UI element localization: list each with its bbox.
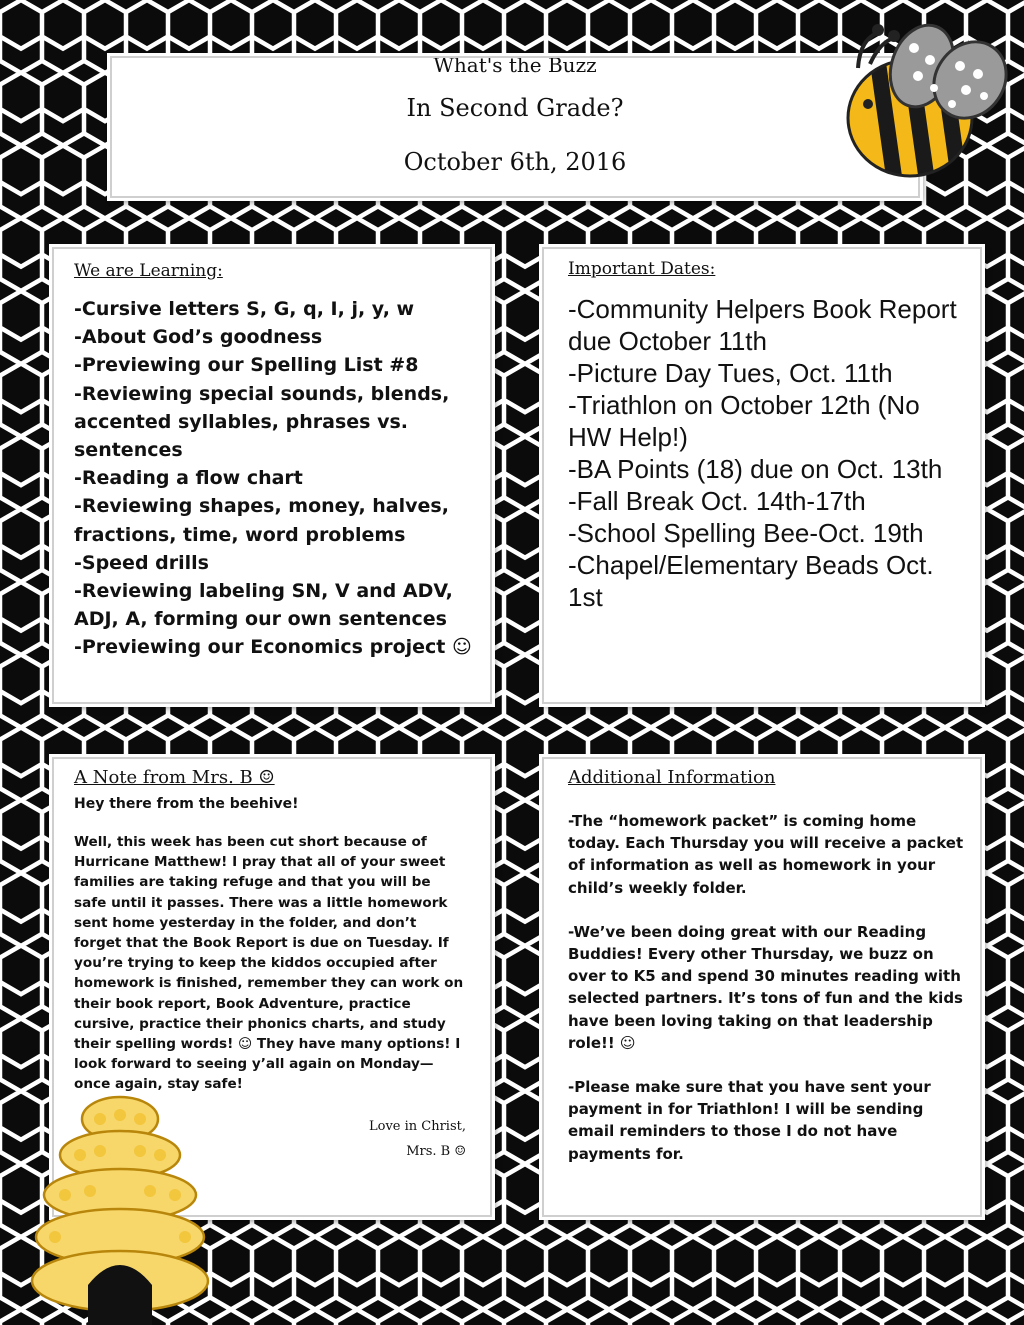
list-item: -BA Points (18) due on Oct. 13th <box>568 454 943 484</box>
learning-heading: We are Learning: <box>74 261 223 281</box>
list-item: -Chapel/Elementary Beads Oct. 1st <box>568 550 934 612</box>
note-body: Well, this week has been cut short because of Hurricane Matthew! I pray that all of your sweet families are taking refuge and that you will be safe until it passes. There was a little homework sent home yesterday in the folder, and don’t forget that the Book Report is due on Tuesday. If you’re trying to keep the kiddos occupied after homework is finished, remember they can work on their book report, Book Adventure, practice cursive, practice their phonics charts, and study their spelling words! ☺ They have many options! I look forward to seeing y’all again on Monday—once again, stay safe! <box>74 834 464 1093</box>
important-dates-panel <box>542 247 982 704</box>
header-subtitle-line: In Second Grade? <box>406 94 624 122</box>
header-title-line: What's the Buzz <box>433 58 597 77</box>
list-item: -Speed drills <box>74 551 209 574</box>
list-item: -Reviewing special sounds, blends, accented syllables, phrases vs. sentences <box>74 382 450 462</box>
list-item: -Reviewing shapes, money, halves, fractions, time, word problems <box>74 495 449 546</box>
additional-info-panel <box>542 757 982 1217</box>
list-item: -Previewing our Economics project ☺ <box>74 636 472 659</box>
list-item: -Reading a flow chart <box>74 467 303 490</box>
note-signature: Mrs. B ☺ <box>406 1143 466 1159</box>
list-item: -Fall Break Oct. 14th-17th <box>568 486 866 516</box>
list-item: -Picture Day Tues, Oct. 11th <box>568 358 893 388</box>
list-item: -Triathlon on October 12th (No HW Help!) <box>568 390 920 452</box>
list-item: -Reviewing labeling SN, V and ADV, ADJ, A, forming our own sentences <box>74 580 453 631</box>
dates-list <box>568 293 964 613</box>
note-heading: A Note from Mrs. B ☺ <box>74 767 275 788</box>
info-paragraph: -Please make sure that you have sent your payment in for Triathlon! I will be sending email reminders to those I do not have payments for. <box>568 1078 931 1163</box>
newsletter-header <box>110 56 920 198</box>
bee-icon <box>830 8 1020 198</box>
learning-panel <box>52 247 492 704</box>
note-closing: Love in Christ, <box>368 1118 466 1134</box>
info-paragraph: -We’ve been doing great with our Reading Buddies! Every other Thursday, we buzz on over to K5 and spend 30 minutes reading with selected partners. It’s tons of fun and the kids have been loving taking on that leadership role!! ☺ <box>568 922 963 1052</box>
learning-list <box>74 295 474 662</box>
list-item: -About God’s goodness <box>74 326 323 349</box>
info-paragraph: -The “homework packet” is coming home today. Each Thursday you will receive a packet of information as well as homework in your child’s weekly folder. <box>568 812 964 897</box>
header-date-line: October 6th, 2016 <box>403 148 627 176</box>
beehive-icon <box>30 1085 210 1325</box>
note-greeting: Hey there from the beehive! <box>74 796 299 812</box>
list-item: -School Spelling Bee-Oct. 19th <box>568 518 924 548</box>
list-item: -Cursive letters S, G, q, I, j, y, w <box>74 298 415 320</box>
info-heading: Additional Information <box>568 767 776 788</box>
list-item: -Previewing our Spelling List #8 <box>74 354 419 377</box>
dates-heading: Important Dates: <box>568 259 716 279</box>
list-item: -Community Helpers Book Report due October 11th <box>568 294 957 356</box>
